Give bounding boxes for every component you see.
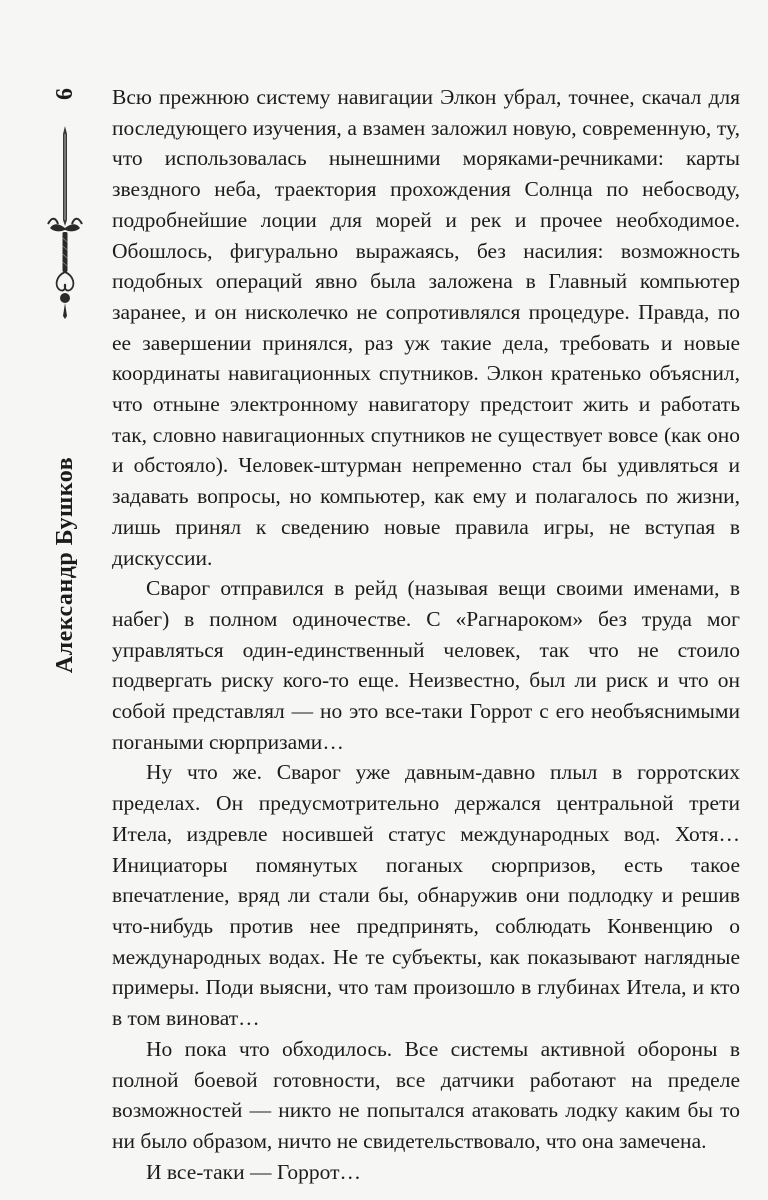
paragraph: Но пока что обходилось. Все системы активной обороны в полной боевой готовности, все датчики работают на пределе возможностей — никто не попытался атаковать лодку каким бы то ни было образом, ничто не свидетельствовало, что она замечена.	[112, 1036, 740, 1153]
running-header	[40, 80, 90, 680]
page-number: 6	[52, 88, 78, 100]
author-name: Александр Бушков	[52, 456, 78, 674]
paragraph: Сварог отправился в рейд (называя вещи своими именами, в набег) в полном одиночестве. С «Рагнароком» без труда мог управляться один-единственный человек, так что не стоило подвергать риску кого-то еще. Неизвестно, был ли риск и что он собой представлял — но это все-таки Горрот с его необъяснимыми погаными сюрпризами…	[112, 576, 740, 754]
paragraph: Всю прежнюю систему навигации Элкон убрал, точнее, скачал для последующего изучения, а взамен заложил новую, современную, ту, что использовалась нынешними моряками-речниками: карты звездного неба, траектория прохождения Солнца по небосводу, подробнейшие лоции для морей и рек и прочее необходимое. Обошлось, фигурально выражаясь, без насилия: возможность подобных операций явно была заложена в Главный компьютер заранее, и он нисколечко не сопротивлялся процедуре. Правда, по ее завершении принялся, раз уж такие дела, требовать и новые координаты навигационных спутников. Элкон кратенько объяснил, что отныне электронному навигатору предстоит жить и работать так, словно навигационных спутников не существует вовсе (как оно и обстояло). Человек-штурман непременно стал бы удивляться и задавать вопросы, но компьютер, как ему и полагалось по жизни, лишь принял к сведению новые правила игры, не вступая в дискуссии.	[112, 85, 740, 570]
sword-icon	[46, 120, 84, 320]
main-text	[112, 82, 740, 1187]
paragraph: И все-таки — Горрот…	[146, 1159, 361, 1184]
paragraph: Ну что же. Сварог уже давным-давно плыл в горротских пределах. Он предусмотрительно держался центральной трети Итела, издревле носившей статус международных вод. Хотя… Инициаторы помянутых поганых сюрпризов, есть такое впечатление, вряд ли стали бы, обнаружив они подлодку и решив что-нибудь против нее предпринять, соблюдать Конвенцию о международных водах. Не те субъекты, как показывают наглядные примеры. Поди выясни, что там произошло в глубинах Итела, и кто в том виноват…	[112, 760, 740, 1031]
